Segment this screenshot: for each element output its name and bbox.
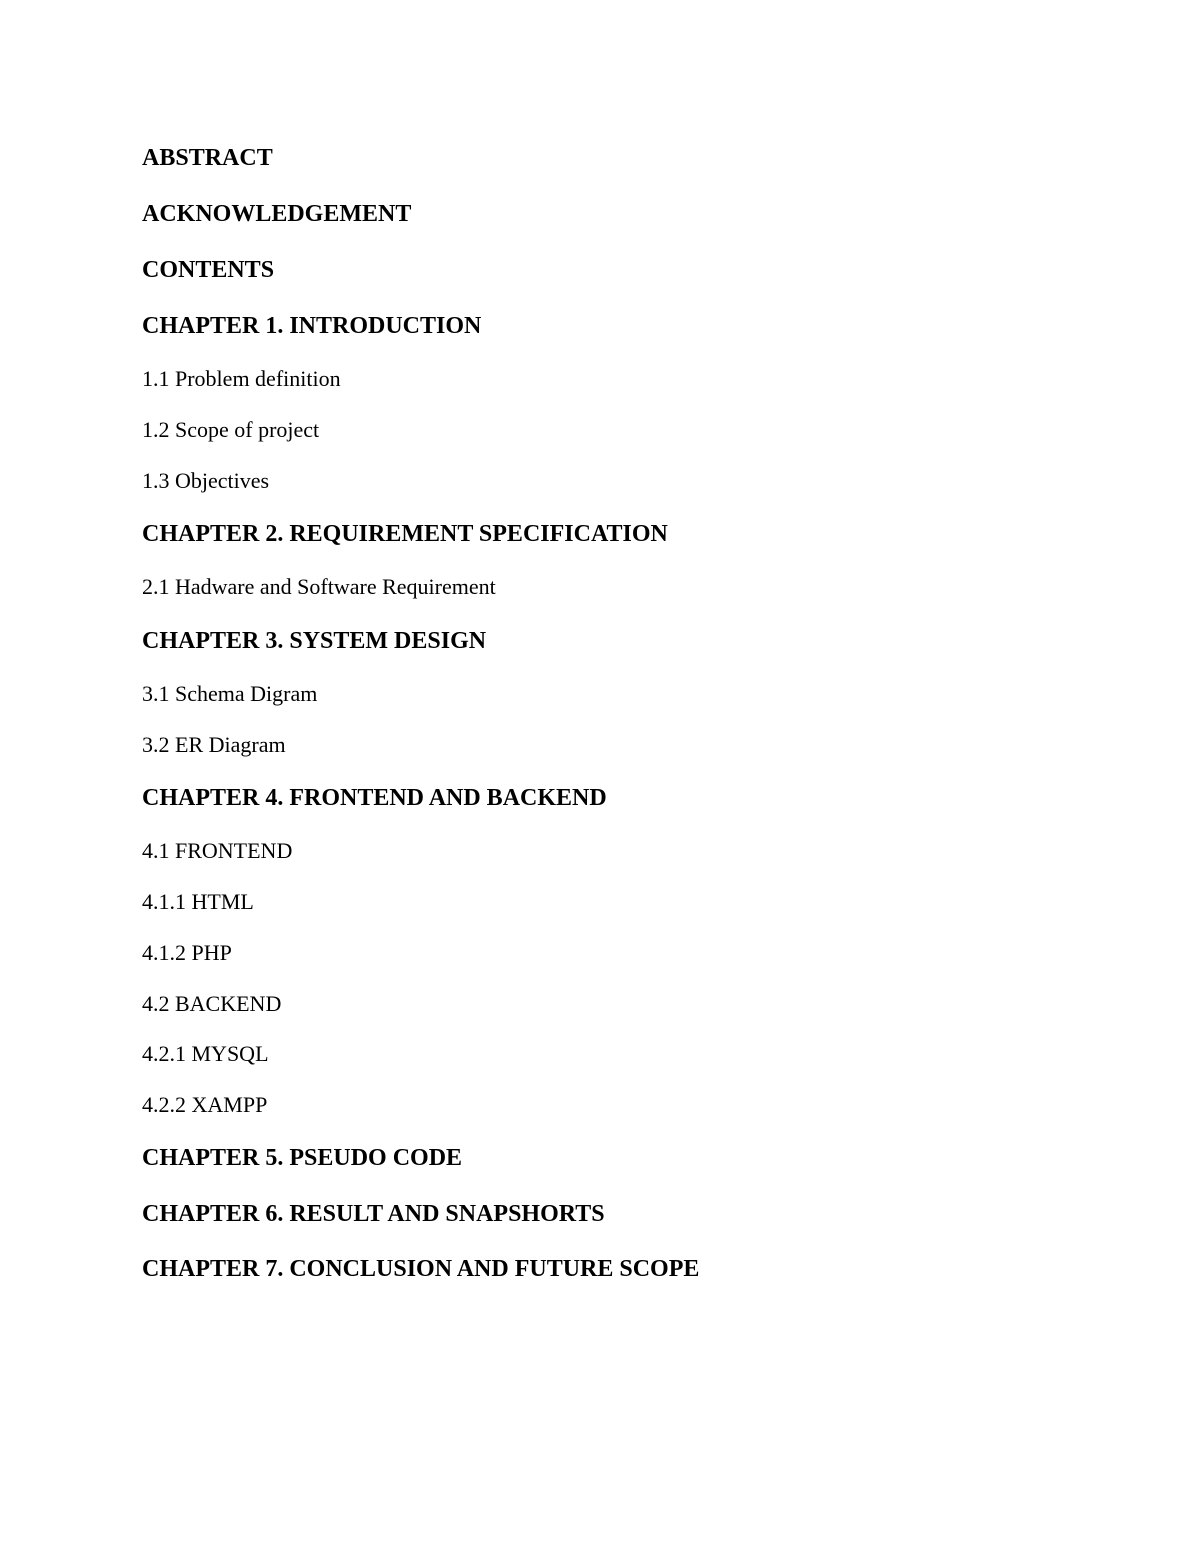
toc-section-4-2: 4.2 BACKEND [142, 991, 282, 1016]
toc-chapter-1-title: CHAPTER 1. INTRODUCTION [142, 313, 482, 339]
toc-section-4-1-2: 4.1.2 PHP [142, 940, 232, 965]
toc-chapter-2-title: CHAPTER 2. REQUIREMENT SPECIFICATION [142, 521, 668, 547]
toc-section-4-1-1: 4.1.1 HTML [142, 889, 254, 914]
toc-section-2-1: 2.1 Hadware and Software Requirement [142, 574, 496, 599]
toc-chapter-7-title: CHAPTER 7. CONCLUSION AND FUTURE SCOPE [142, 1256, 700, 1282]
toc-chapter-3-title: CHAPTER 3. SYSTEM DESIGN [142, 628, 487, 654]
toc-section-4-2-1: 4.2.1 MYSQL [142, 1041, 269, 1066]
toc-abstract: ABSTRACT [142, 145, 273, 171]
toc-acknowledgement: ACKNOWLEDGEMENT [142, 201, 412, 227]
toc-section-3-2: 3.2 ER Diagram [142, 732, 286, 757]
toc-section-1-3: 1.3 Objectives [142, 468, 270, 493]
toc-chapter-6-title: CHAPTER 6. RESULT AND SNAPSHORTS [142, 1201, 605, 1227]
toc-chapter-5-title: CHAPTER 5. PSEUDO CODE [142, 1145, 463, 1171]
toc-chapter-4-title: CHAPTER 4. FRONTEND AND BACKEND [142, 785, 607, 811]
toc-contents: CONTENTS [142, 257, 275, 283]
toc-section-4-1: 4.1 FRONTEND [142, 838, 293, 863]
toc-section-1-1: 1.1 Problem definition [142, 366, 341, 391]
toc-section-4-2-2: 4.2.2 XAMPP [142, 1092, 268, 1117]
toc-section-3-1: 3.1 Schema Digram [142, 681, 318, 706]
toc-section-1-2: 1.2 Scope of project [142, 417, 320, 442]
